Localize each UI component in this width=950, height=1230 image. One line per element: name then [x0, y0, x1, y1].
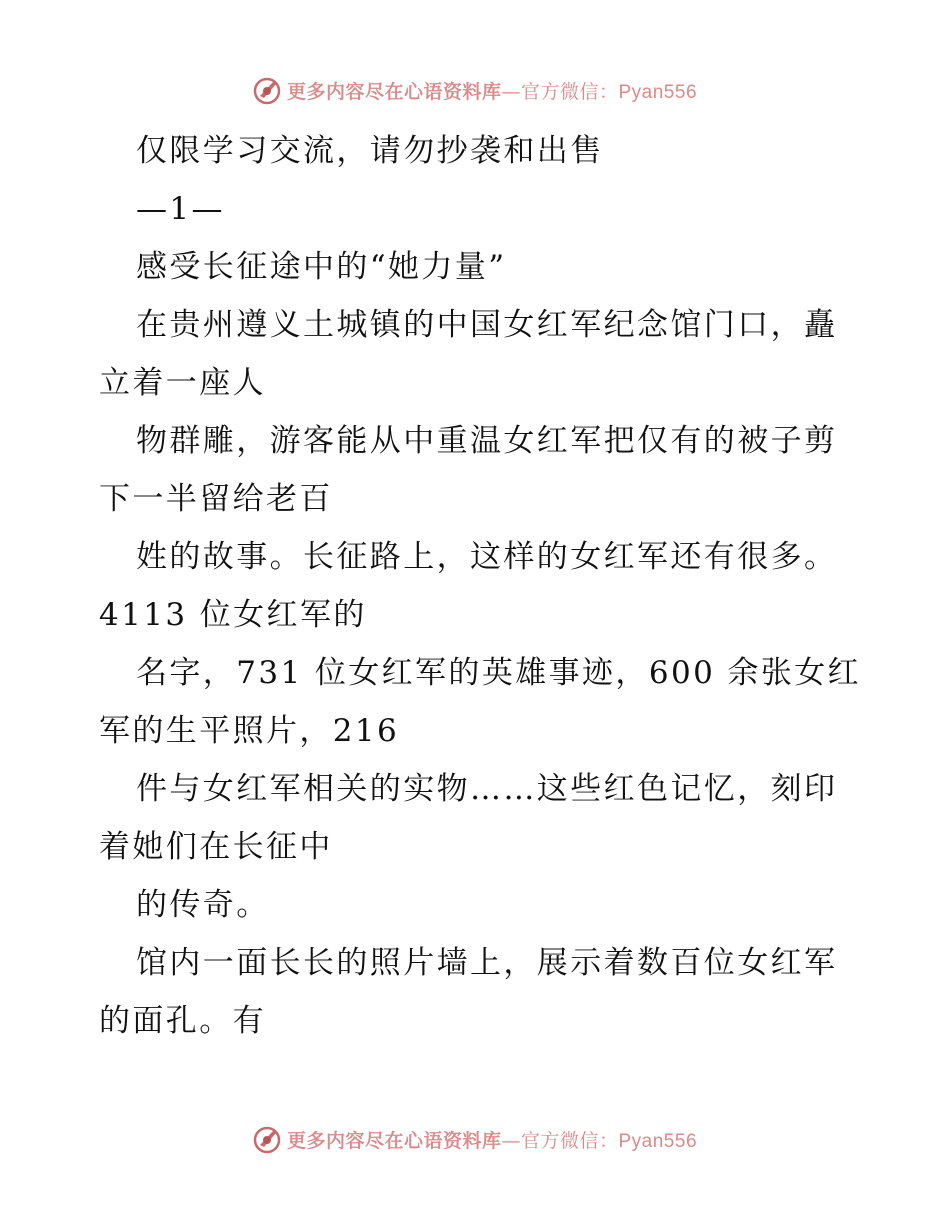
- document-body: [99, 122, 862, 1050]
- banner-official-label: 官方微信：: [520, 1129, 619, 1152]
- banner-inner: [251, 74, 697, 106]
- text-line: 下一半留给老百: [99, 481, 333, 517]
- banner-dash: —: [501, 80, 521, 103]
- text-line: 着她们在长征中: [99, 829, 333, 865]
- banner-official-label: 官方微信：: [520, 80, 619, 103]
- banner-text: [287, 77, 697, 104]
- text-line: 姓的故事。长征路上，这样的女红军还有很多。: [136, 539, 838, 575]
- banner-wechat-id: Pyan556: [618, 81, 698, 103]
- text-line: 名字，731 位女红军的英雄事迹，600 余张女红: [136, 655, 862, 691]
- text-line: —1—: [136, 191, 225, 227]
- footer-watermark-banner: [0, 1119, 950, 1159]
- banner-inner: [251, 1123, 697, 1155]
- banner-wechat-id: Pyan556: [618, 1130, 698, 1152]
- text-line: 馆内一面长长的照片墙上，展示着数百位女红军: [136, 945, 838, 981]
- text-line: 立着一座人: [99, 365, 266, 401]
- text-line: 件与女红军相关的实物……这些红色记忆，刻印: [136, 771, 838, 807]
- text-line: 在贵州遵义土城镇的中国女红军纪念馆门口，矗: [136, 307, 838, 343]
- text-line: 感受长征途中的“她力量”: [136, 249, 507, 285]
- text-line: 物群雕，游客能从中重温女红军把仅有的被子剪: [136, 423, 838, 459]
- quill-seal-icon: [251, 1123, 283, 1155]
- text-line: 的面孔。有: [99, 1003, 266, 1039]
- header-watermark-banner: [0, 70, 950, 110]
- quill-seal-icon: [251, 74, 283, 106]
- banner-text: [287, 1126, 697, 1153]
- text-line: 军的生平照片，216: [99, 713, 400, 749]
- text-line: 的传奇。: [136, 887, 270, 923]
- text-line: 4113 位女红军的: [99, 597, 367, 633]
- banner-main-text: 更多内容尽在心语资料库: [286, 1129, 502, 1152]
- text-line: 仅限学习交流，请勿抄袭和出售: [136, 133, 604, 169]
- banner-dash: —: [501, 1129, 521, 1152]
- banner-main-text: 更多内容尽在心语资料库: [286, 80, 502, 103]
